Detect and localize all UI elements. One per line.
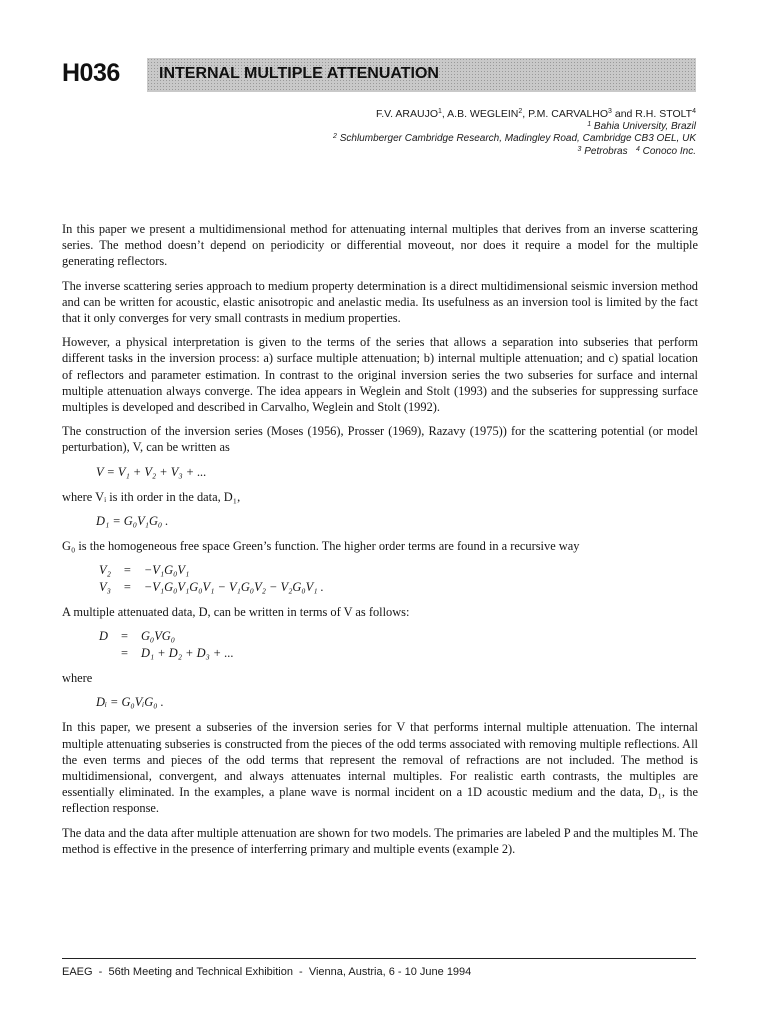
author-names: F.V. ARAUJO$^1$, A.B. WEGLEIN$^2$, P.M. CARVALHO$^3$ and R.H. STOLT$^4$ <box>375 108 696 120</box>
title-banner <box>147 58 696 92</box>
footer-rule <box>62 958 696 959</box>
equation-recursive <box>96 562 698 596</box>
paper-body <box>62 221 698 865</box>
paragraph-8: where <box>62 671 93 686</box>
footer-text: EAEG - 56th Meeting and Technical Exhibition - Vienna, Austria, 6 - 10 June 1994 <box>62 966 472 978</box>
paragraph-9: In this paper, we present a subseries of the inversion series for V that performs internal multiple attenuation. The internal multiple attenuating subseries is constructed from the pieces of the odd terms associated with removing multiple reflections. All the even terms and pieces of the odd terms that represent the removal of refractions are not included. The method is multidimensional, convergent, and always attenuates internal multiples. For realistic earth contrasts, the multiples are essentially eliminated. In the examples, a plane wave is normal incident on a 1D acoustic medium and the data, D₁, is the reflection response. <box>62 720 698 816</box>
equation-lhs: D <box>99 629 108 644</box>
equals-sign: = <box>120 629 128 644</box>
affiliation-1: $^1$ Bahia University, Brazil <box>587 120 696 132</box>
affiliation-3-4: $^3$ Petrobras $^4$ Conoco Inc. <box>577 145 696 157</box>
equation-data-term: Dᵢ = G₀VᵢG₀ . <box>96 695 164 710</box>
paragraph-2: The inverse scattering series approach to medium property determination is a direct multidimensional seismic inversion method and can be written for acoustic, elastic anisotropic and anelastic media. Its usefulness as an inversion tool is limited by the fact that it only converges for very small contrasts in medium properties. <box>62 278 698 326</box>
paragraph-7: A multiple attenuated data, D, can be written in terms of V as follows: <box>62 605 410 620</box>
author-block <box>176 108 696 158</box>
paragraph-6: G₀ is the homogeneous free space Green’s function. The higher order terms are found in a recursive way <box>62 538 580 553</box>
equation-attenuated-data <box>96 628 698 662</box>
paragraph-5: where Vᵢ is ith order in the data, D₁, <box>62 489 241 504</box>
equation-lhs: V₂ <box>99 563 111 578</box>
equals-sign: = <box>123 580 131 595</box>
equation-rhs: D₁ + D₂ + D₃ + ... <box>140 646 234 661</box>
affiliation-2: $^2$ Schlumberger Cambridge Research, Madingley Road, Cambridge CB3 OEL, UK <box>333 133 696 144</box>
equals-sign: = <box>123 563 131 578</box>
paper-title: INTERNAL MULTIPLE ATTENUATION <box>159 65 439 82</box>
equation-rhs: G₀VG₀ <box>140 629 176 644</box>
paragraph-3: However, a physical interpretation is given to the terms of the series that allows a separation into subseries that perform different tasks in the inversion process: a) surface multiple attenuation; b) internal multiple attenuation; and c) spatial location of reflectors and parameter estimation. In contrast to the original inversion series the two subseries for surface and internal multiple attenuation always converge. The idea appears in Weglein and Stolt (1993) and the subseries for suppressing surface multiples is developed and described in Carvalho, Weglein and Stolt (1992). <box>62 335 698 415</box>
paper-code: H036 <box>62 59 120 87</box>
paper-header <box>62 56 696 96</box>
paragraph-1: In this paper we present a multidimensional method for attenuating internal multiples that derives from an inverse scattering series. The method doesn’t depend on periodicity or differential moveout, nor does it require a model for the multiple generating reflectors. <box>62 222 698 269</box>
equation-rhs: −V₁G₀V₁ <box>143 563 190 578</box>
equation-first-order: D₁ = G₀V₁G₀ . <box>96 513 169 528</box>
equation-series: V = V₁ + V₂ + V₃ + ... <box>96 464 207 479</box>
paragraph-10: The data and the data after multiple attenuation are shown for two models. The primaries are labeled P and the multiples M. The method is effective in the presence of interferring primary and multiple events (example 2). <box>62 825 698 856</box>
equation-lhs: V₃ <box>99 580 111 595</box>
paragraph-4: The construction of the inversion series (Moses (1956), Prosser (1969), Razavy (1975)) for the scattering potential (or model perturbation), V, can be written as <box>62 424 698 455</box>
equals-sign: = <box>120 646 128 661</box>
equation-rhs: −V₁G₀V₁G₀V₁ − V₁G₀V₂ − V₂G₀V₁ . <box>143 580 324 595</box>
